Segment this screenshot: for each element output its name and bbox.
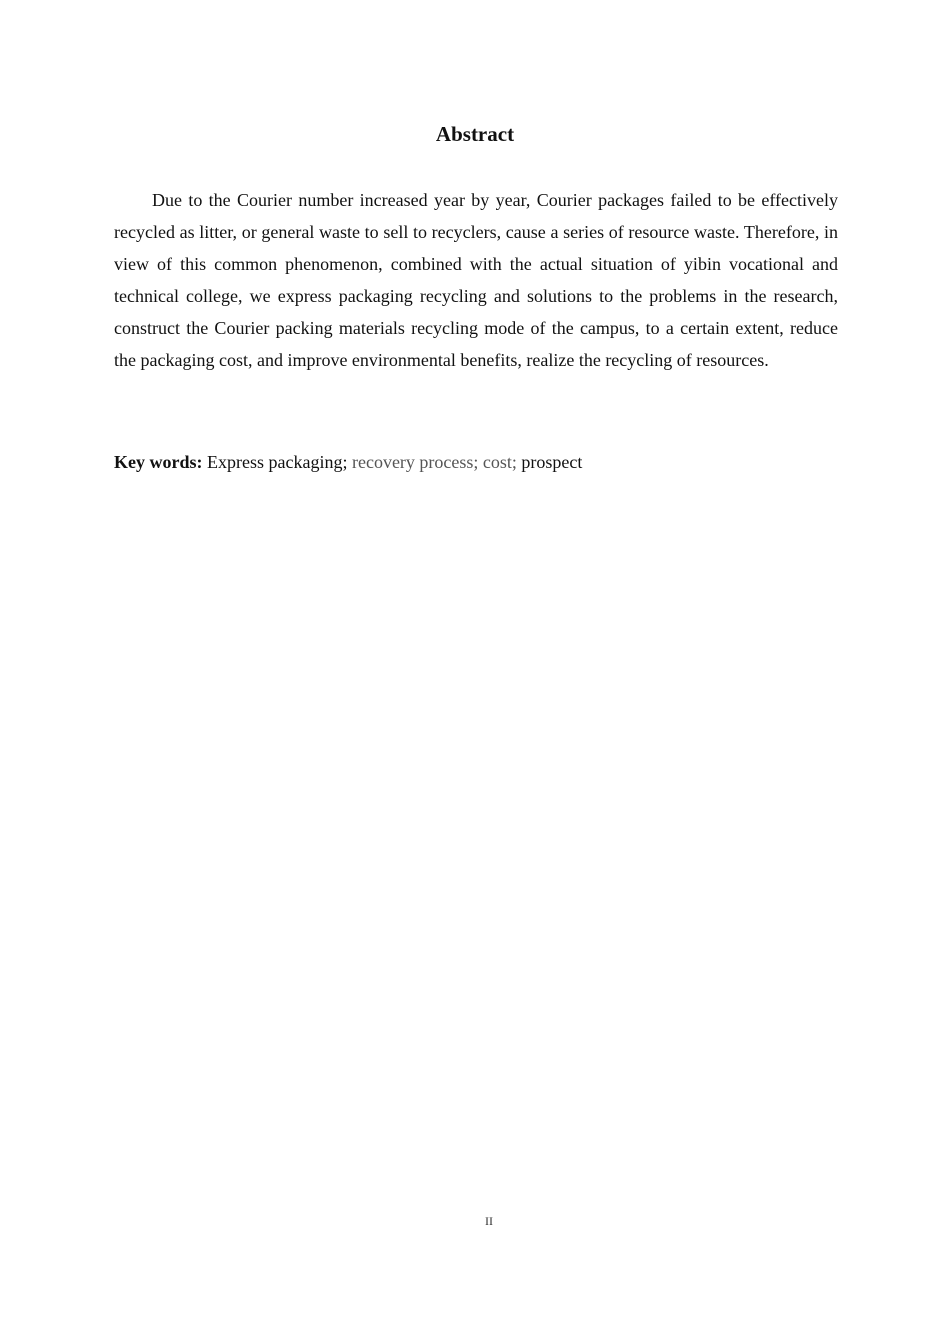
- abstract-title: Abstract: [435, 122, 515, 146]
- keyword-express-packaging: Express packaging;: [207, 452, 348, 472]
- abstract-body: Due to the Courier number increased year by year, Courier packages failed to be effectively recycled as litter, or general waste to sell to recyclers, cause a series of resource waste. Therefore, in view of this common phenomenon, combined with the actual situation of yibin vocational and technical college, we express packaging recycling and solutions to the problems in the research, construct the Courier packing materials recycling mode of the campus, to a certain extent, reduce the packaging cost, and improve environmental benefits, realize the recycling of resources.: [114, 190, 838, 370]
- keyword-recovery-cost: recovery process; cost;: [351, 452, 517, 472]
- page-number: II: [485, 1214, 493, 1228]
- keywords-line: [114, 446, 838, 478]
- keywords-label: Key words:: [114, 452, 203, 472]
- keyword-prospect: prospect: [521, 452, 583, 472]
